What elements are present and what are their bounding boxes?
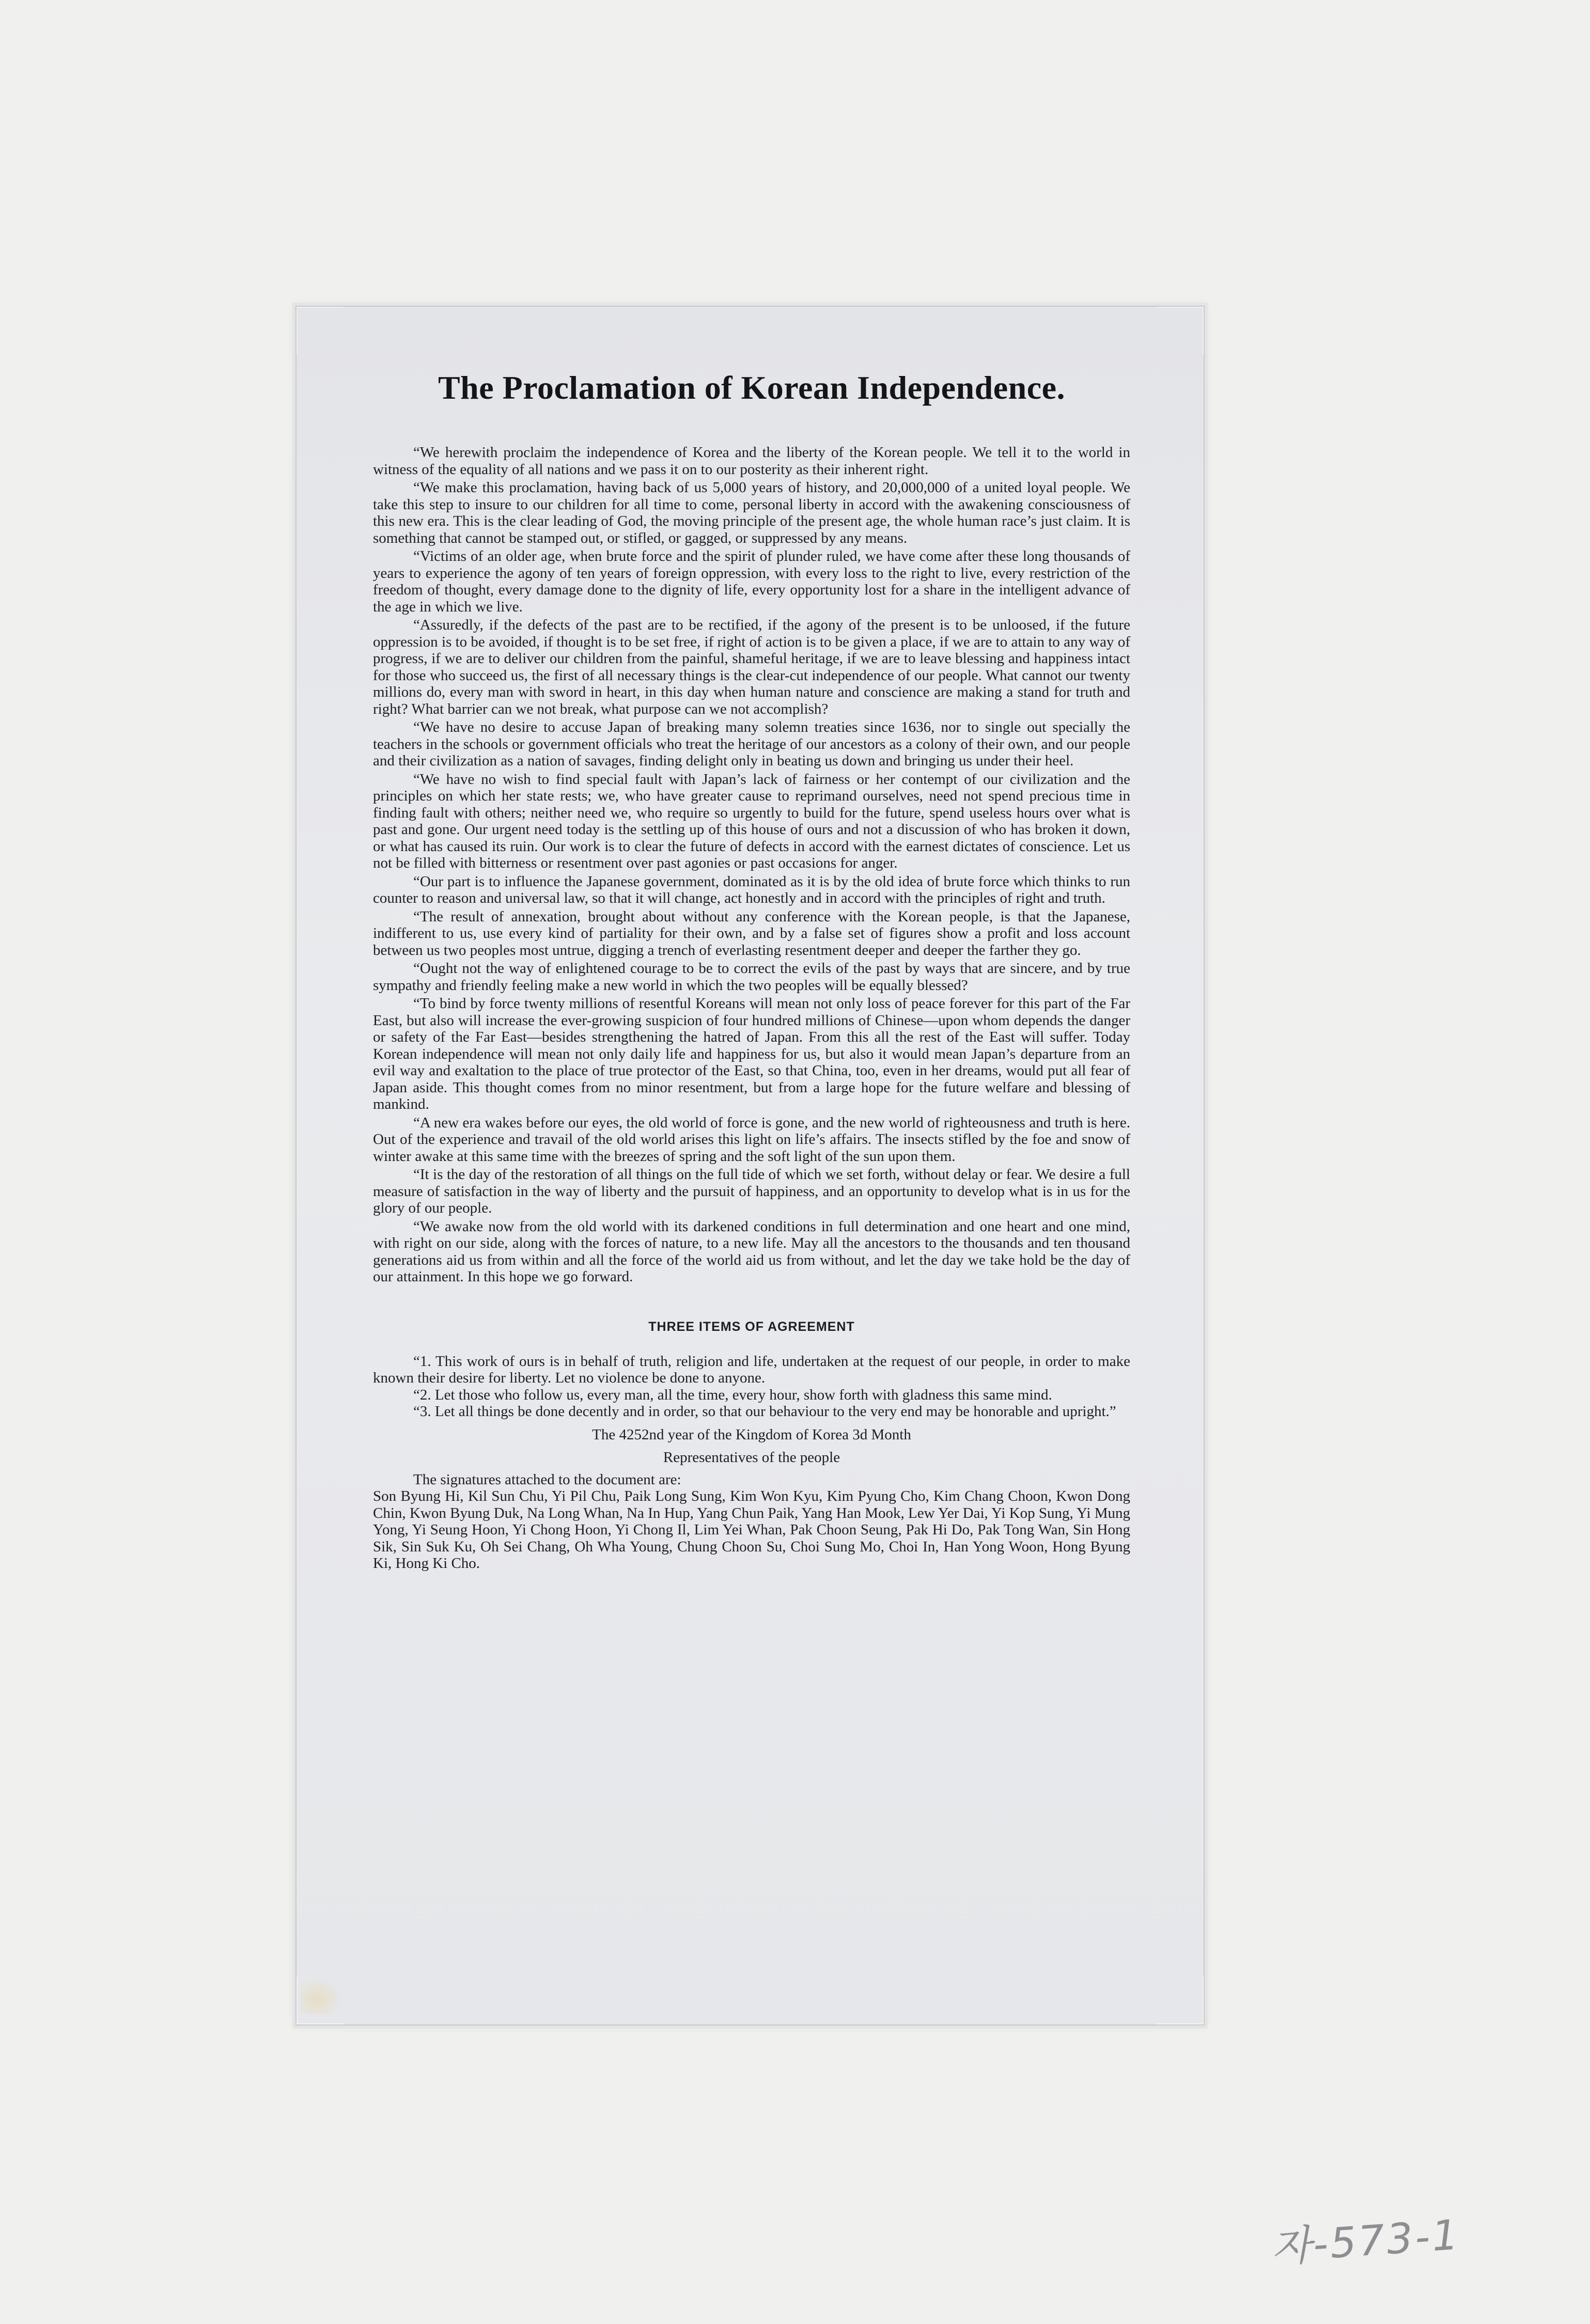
paragraph: “A new era wakes before our eyes, the old world of force is gone, and the new world of righteousness and truth is here. Out of the experience and travail of the old world arises this light on life’s affairs. The insects stifled by the foe and snow of winter awake at this same time with the breezes of spring and the soft light of the sun upon them. <box>373 1114 1130 1165</box>
catalog-number: 자-573-1 <box>1269 2210 1462 2272</box>
agreement-item: “1. This work of ours is in behalf of truth, religion and life, undertaken at the request of our people, in order to make known their desire for liberty. Let no violence be done to anyone. <box>373 1353 1130 1386</box>
agreement-item: “3. Let all things be done decently and in order, so that our behaviour to the very end may be honorable and upright.” <box>413 1403 1116 1420</box>
signatures-list: Son Byung Hi, Kil Sun Chu, Yi Pil Chu, Paik Long Sung, Kim Won Kyu, Kim Pyung Cho, Kim Chang Choon, Kwon Dong Chin, Kwon Byung Duk, Na Long Whan, Na In Hup, Yang Chun Paik, Yang Han Mook, Lew Yer Dai, Yi Kop Sung, Yi Mung Yong, Yi Seung Hoon, Yi Chong Hoon, Yi Chong Il, Lim Yei Whan, Pak Choon Seung, Pak Hi Do, Pak Tong Wan, Sin Hong Sik, Sin Suk Ku, Oh Sei Chang, Oh Wha Young, Chung Choon Su, Choi Sung Mo, Choi In, Han Yong Woon, Hong Byung Ki, Hong Ki Cho. <box>373 1488 1130 1572</box>
paragraph: “Ought not the way of enlightened courage to be to correct the evils of the past by ways that are sincere, and by true sympathy and friendly feeling make a new world in which the two peoples will be equally blessed? <box>373 960 1130 994</box>
document-body <box>373 369 1130 1572</box>
photo-corner-top-right <box>1156 307 1204 354</box>
agreement-heading: THREE ITEMS OF AGREEMENT <box>648 1319 855 1334</box>
paragraph: “To bind by force twenty millions of resentful Koreans will mean not only loss of peace forever for this part of the Far East, but also will increase the ever-growing suspicion of four hundred millions of Chinese—upon whom depends the danger or safety of the Far East—besides strengthening the hatred of Japan. From this all the rest of the East will suffer. Today Korean independence will mean not only daily life and happiness for us, but also it would mean Japan’s departure from an evil way and exaltation to the place of true protector of the East, so that China, too, even in her dreams, would put all fear of Japan aside. This thought comes from no minor resentment, but from a large hope for the future welfare and blessing of mankind. <box>373 995 1130 1112</box>
paper-stain <box>301 1978 342 2014</box>
paragraph: “We awake now from the old world with its darkened conditions in full determination and one heart and one mind, with right on our side, along with the forces of nature, to a new life. May all the ancestors to the thousands and ten thousand generations aid us from within and all the force of the world aid us from without, and let the day we take hold be the day of our attainment. In this hope we go forward. <box>373 1218 1130 1285</box>
paragraph: “We herewith proclaim the independence of Korea and the liberty of the Korean people. We tell it to the world in witness of the equality of all nations and we pass it on to our posterity as their inherent right. <box>373 444 1130 478</box>
photo-corner-bottom-right <box>1156 1977 1204 2024</box>
signatures-intro: The signatures attached to the document are: <box>413 1471 681 1488</box>
date-line: The 4252nd year of the Kingdom of Korea 3d Month <box>592 1426 911 1443</box>
representatives-line: Representatives of the people <box>663 1449 840 1466</box>
paragraph: “We have no desire to accuse Japan of breaking many solemn treaties since 1636, nor to single out specially the teachers in the schools or government officials who treat the heritage of our ancestors as a colony of their own, and our people and their civilization as a nation of savages, finding delight only in beating us down and bringing us under their heel. <box>373 719 1130 769</box>
photo-corner-top-left <box>297 307 344 354</box>
paragraph: “The result of annexation, brought about without any conference with the Korean people, is that the Japanese, indifferent to us, use every kind of partiality for their own, and by a false set of figures show a profit and loss account between us two peoples most untrue, digging a trench of everlasting resentment deeper and deeper the farther they go. <box>373 908 1130 959</box>
paragraph: “Assuredly, if the defects of the past are to be rectified, if the agony of the present is to be unloosed, if the future oppression is to be avoided, if thought is to be set free, if right of action is to be given a place, if we are to attain to any way of progress, if we are to deliver our children from the painful, shameful heritage, if we are to leave blessing and happiness intact for those who succeed us, the first of all necessary things is the clear-cut independence of our people. What cannot our twenty millions do, every man with sword in heart, in this day when human nature and conscience are making a stand for truth and right? What barrier can we not break, what purpose can we not accomplish? <box>373 617 1130 717</box>
paragraph: “Victims of an older age, when brute force and the spirit of plunder ruled, we have come after these long thousands of years to experience the agony of ten years of foreign oppression, with every loss to the right to live, every restriction of the freedom of thought, every damage done to the dignity of life, every opportunity lost for a share in the intelligent advance of the age in which we live. <box>373 548 1130 615</box>
proclamation-document <box>295 306 1205 2025</box>
document-title: The Proclamation of Korean Independence. <box>438 369 1066 406</box>
paragraph: “We make this proclamation, having back of us 5,000 years of history, and 20,000,000 of a united loyal people. We take this step to insure to our children for all time to come, personal liberty in accord with the awakening consciousness of this new era. This is the clear leading of God, the moving principle of the present age, the whole human race’s just claim. It is something that cannot be stamped out, or stifled, or gagged, or suppressed by any means. <box>373 479 1130 546</box>
paragraph: “We have no wish to find special fault with Japan’s lack of fairness or her contempt of our civilization and the principles on which her state rests; we, who have greater cause to reprimand ourselves, need not spend precious time in finding fault with others; neither need we, who require so urgently to build for the future, spend useless hours over what is past and gone. Our urgent need today is the settling up of this house of ours and not a discussion of who has broken it down, or what has caused its ruin. Our work is to clear the future of defects in accord with the earnest dictates of conscience. Let us not be filled with bitterness or resentment over past agonies or past occasions for anger. <box>373 771 1130 871</box>
paragraph: “Our part is to influence the Japanese government, dominated as it is by the old idea of brute force which thinks to run counter to reason and universal law, so that it will change, act honestly and in accord with the principles of right and truth. <box>373 873 1130 906</box>
paragraph: “It is the day of the restoration of all things on the full tide of which we set forth, without delay or fear. We desire a full measure of satisfaction in the way of liberty and the pursuit of happiness, and an opportunity to develop what is in us for the glory of our people. <box>373 1166 1130 1216</box>
agreement-item: “2. Let those who follow us, every man, all the time, every hour, show forth with gladness this same mind. <box>413 1386 1052 1403</box>
